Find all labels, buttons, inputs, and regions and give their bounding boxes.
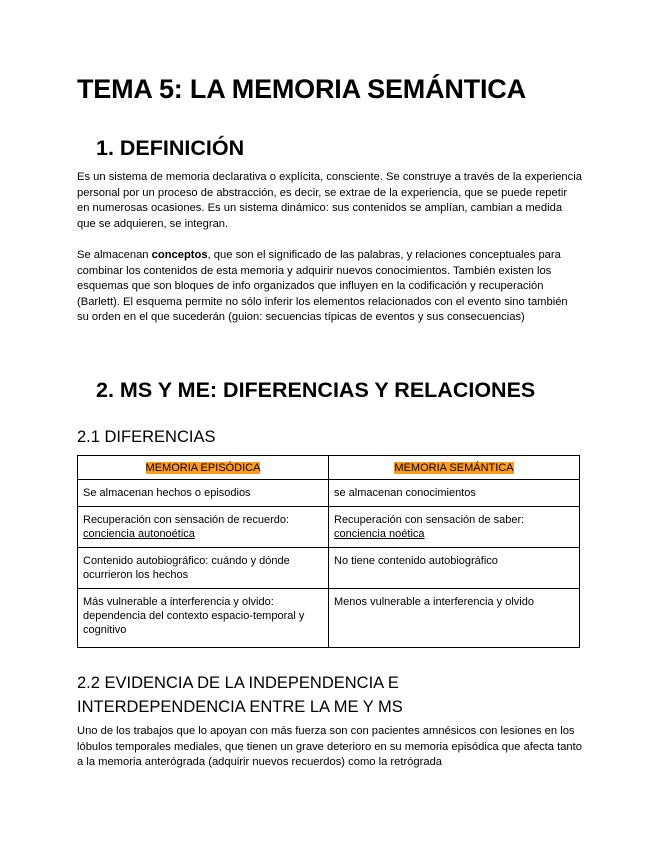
section-heading-diferencias-relaciones: 2. MS Y ME: DIFERENCIAS Y RELACIONES [96, 378, 536, 402]
paragraph-definicion-1: Es un sistema de memoria declarativa o explícita, consciente. Se construye a través de la experiencia personal por un proceso de abstracción, es decir, se extrae de la experiencia, que se puede repetir en numerosas ocasiones. Es un sistema dinámico: sus contenidos se amplían, cambian a medida que se adquieren, se integran. [77, 171, 582, 230]
header-memoria-semantica: MEMORIA SEMÁNTICA [394, 462, 514, 474]
table-cell [78, 589, 329, 648]
paragraph-text: , que son el significado de las palabras, y relaciones conceptuales para combinar los contenidos de esta memoria y adquirir nuevos conocimientos. También existen los esquemas que son bloques de info organizados que influyen en la codificación y recuperación (Barlett). El esquema permite no sólo inferir los elementos relacionados con el evento sino también su orden en el que sucederán (guion: secuencias típicas de eventos y sus consecuencias) [77, 249, 568, 324]
paragraph-text: Se almacenan [77, 249, 152, 261]
heading-line: INTERDEPENDENCIA ENTRE LA ME Y MS [77, 698, 403, 716]
table-header-cell [329, 456, 580, 480]
section-heading-definicion: 1. DEFINICIÓN [96, 136, 245, 160]
table-cell [78, 548, 329, 589]
paragraph-evidencia: Uno de los trabajos que lo apoyan con más fuerza son con pacientes amnésicos con lesiones en los lóbulos temporales mediales, que tienen un grave deterioro en su memoria episódica que afecta tanto a la memoria anterógrada (adquirir nuevos recuerdos) como la retrógrada [77, 725, 582, 769]
subsection-heading-evidencia [77, 671, 403, 719]
cell-text: Contenido autobiográfico: cuándo y dónde ocurrieron los hechos [83, 555, 290, 581]
table-cell [329, 507, 580, 548]
table-row [78, 548, 580, 589]
subsection-heading-diferencias: 2.1 DIFERENCIAS [77, 428, 216, 446]
differences-table [77, 455, 580, 648]
cell-text: se almacenan conocimientos [334, 487, 476, 499]
cell-text: Recuperación con sensación de recuerdo: [83, 514, 290, 526]
term-conciencia-noetica: conciencia noética [334, 528, 425, 540]
table-header-row [78, 456, 580, 480]
table-cell [78, 507, 329, 548]
heading-line: 2.2 EVIDENCIA DE LA INDEPENDENCIA E [77, 674, 399, 692]
table-cell [329, 589, 580, 648]
cell-text: Menos vulnerable a interferencia y olvido [334, 596, 534, 608]
table-row [78, 589, 580, 648]
header-memoria-episodica: MEMORIA EPISÓDICA [145, 462, 261, 474]
table-cell [329, 480, 580, 507]
table-header-cell [78, 456, 329, 480]
cell-text: Se almacenan hechos o episodios [83, 487, 251, 499]
bold-term-conceptos: conceptos [151, 249, 208, 261]
document-title: TEMA 5: LA MEMORIA SEMÁNTICA [77, 74, 526, 104]
cell-text: No tiene contenido autobiográfico [334, 555, 498, 567]
term-conciencia-autonoetica: conciencia autonoética [83, 528, 195, 540]
table-row [78, 507, 580, 548]
cell-text: Recuperación con sensación de saber: [334, 514, 525, 526]
table-cell [329, 548, 580, 589]
cell-text: Más vulnerable a interferencia y olvido: dependencia del contexto espacio-temporal y cognitivo [83, 596, 305, 636]
table-cell [78, 480, 329, 507]
table-row [78, 480, 580, 507]
paragraph-definicion-2 [77, 248, 582, 326]
